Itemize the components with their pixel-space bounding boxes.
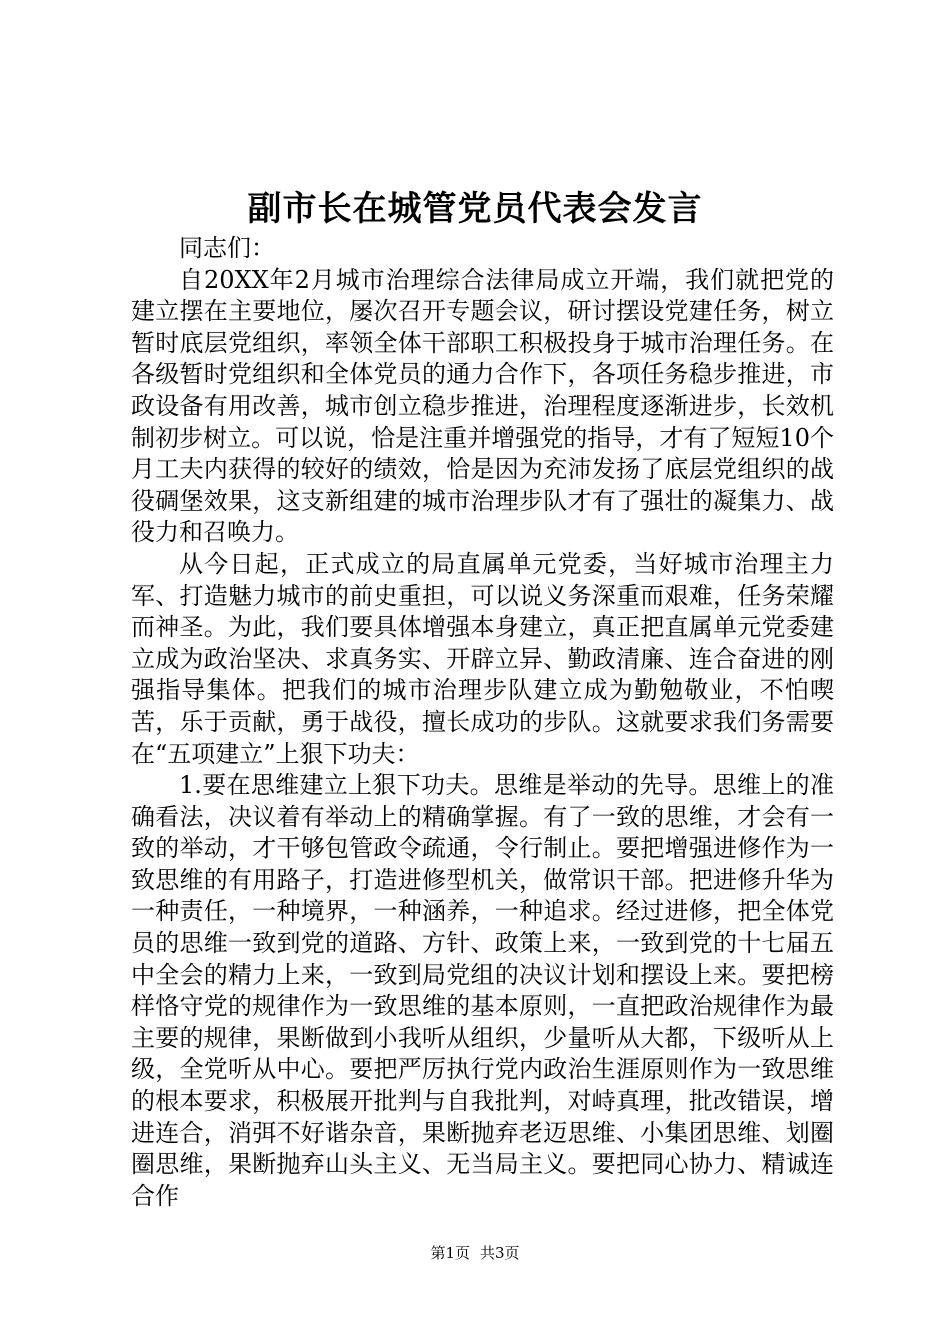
page-number: 第1页: [430, 1244, 470, 1262]
page-total: 共3页: [480, 1244, 520, 1262]
page-footer: [0, 1243, 950, 1263]
document-body: [131, 233, 834, 1212]
paragraph-1: 自20XX年2月城市治理综合法律局成立开端，我们就把党的建立摆在主要地位，屡次召开专题会议，研讨摆设党建任务，树立暂时底层党组织，率领全体干部职工积极投身于城市治理任务。在各级暂时党组织和全体党员的通力合作下，各项任务稳步推进，市政设备有用改善，城市创立稳步推进，治理程度逐渐进步，长效机制初步树立。可以说，恰是注重并增强党的指导，才有了短短10个月工夫内获得的较好的绩效，恰是因为充沛发扬了底层党组织的战役碉堡效果，这支新组建的城市治理步队才有了强壮的凝集力、战役力和召唤力。: [131, 265, 834, 547]
document-title: 副市长在城管党员代表会发言: [247, 189, 703, 229]
paragraph-3: 1.要在思维建立上狠下功夫。思维是举动的先导。思维上的准确看法，决议着有举动上的精确掌握。有了一致的思维，才会有一致的举动，才干够包管政令疏通，令行制止。要把增强进修作为一致思维的有用路子，打造进修型机关，做常识干部。把进修升华为一种责任，一种境界，一种涵养，一种追求。经过进修，把全体党员的思维一致到党的道路、方针、政策上来，一致到党的十七届五中全会的精力上来，一致到局党组的决议计划和摆设上来。要把榜样恪守党的规律作为一致思维的基本原则，一直把政治规律作为最主要的规律，果断做到小我听从组织，少量听从大都，下级听从上级，全党听从中心。要把严厉执行党内政治生涯原则作为一致思维的根本要求，积极展开批判与自我批判，对峙真理，批改错误，增进连合，消弭不好谐杂音，果断抛弃老迈思维、小集团思维、划圈圈思维，果断抛弃山头主义、无当局主义。要把同心协力、精诚连合作: [131, 771, 834, 1210]
paragraph-2: 从今日起，正式成立的局直属单元党委，当好城市治理主力军、打造魅力城市的前史重担，可以说义务深重而艰难，任务荣耀而神圣。为此，我们要具体增强本身建立，真正把直属单元党委建立成为政治坚决、求真务实、开辟立异、勤政清廉、连合奋进的刚强指导集体。把我们的城市治理步队建立成为勤勉敬业，不怕喫苦，乐于贡献，勇于战役，擅长成功的步队。这就要求我们务需要在“五项建立”上狠下功夫：: [131, 549, 834, 768]
salutation: 同志们：: [179, 234, 275, 262]
